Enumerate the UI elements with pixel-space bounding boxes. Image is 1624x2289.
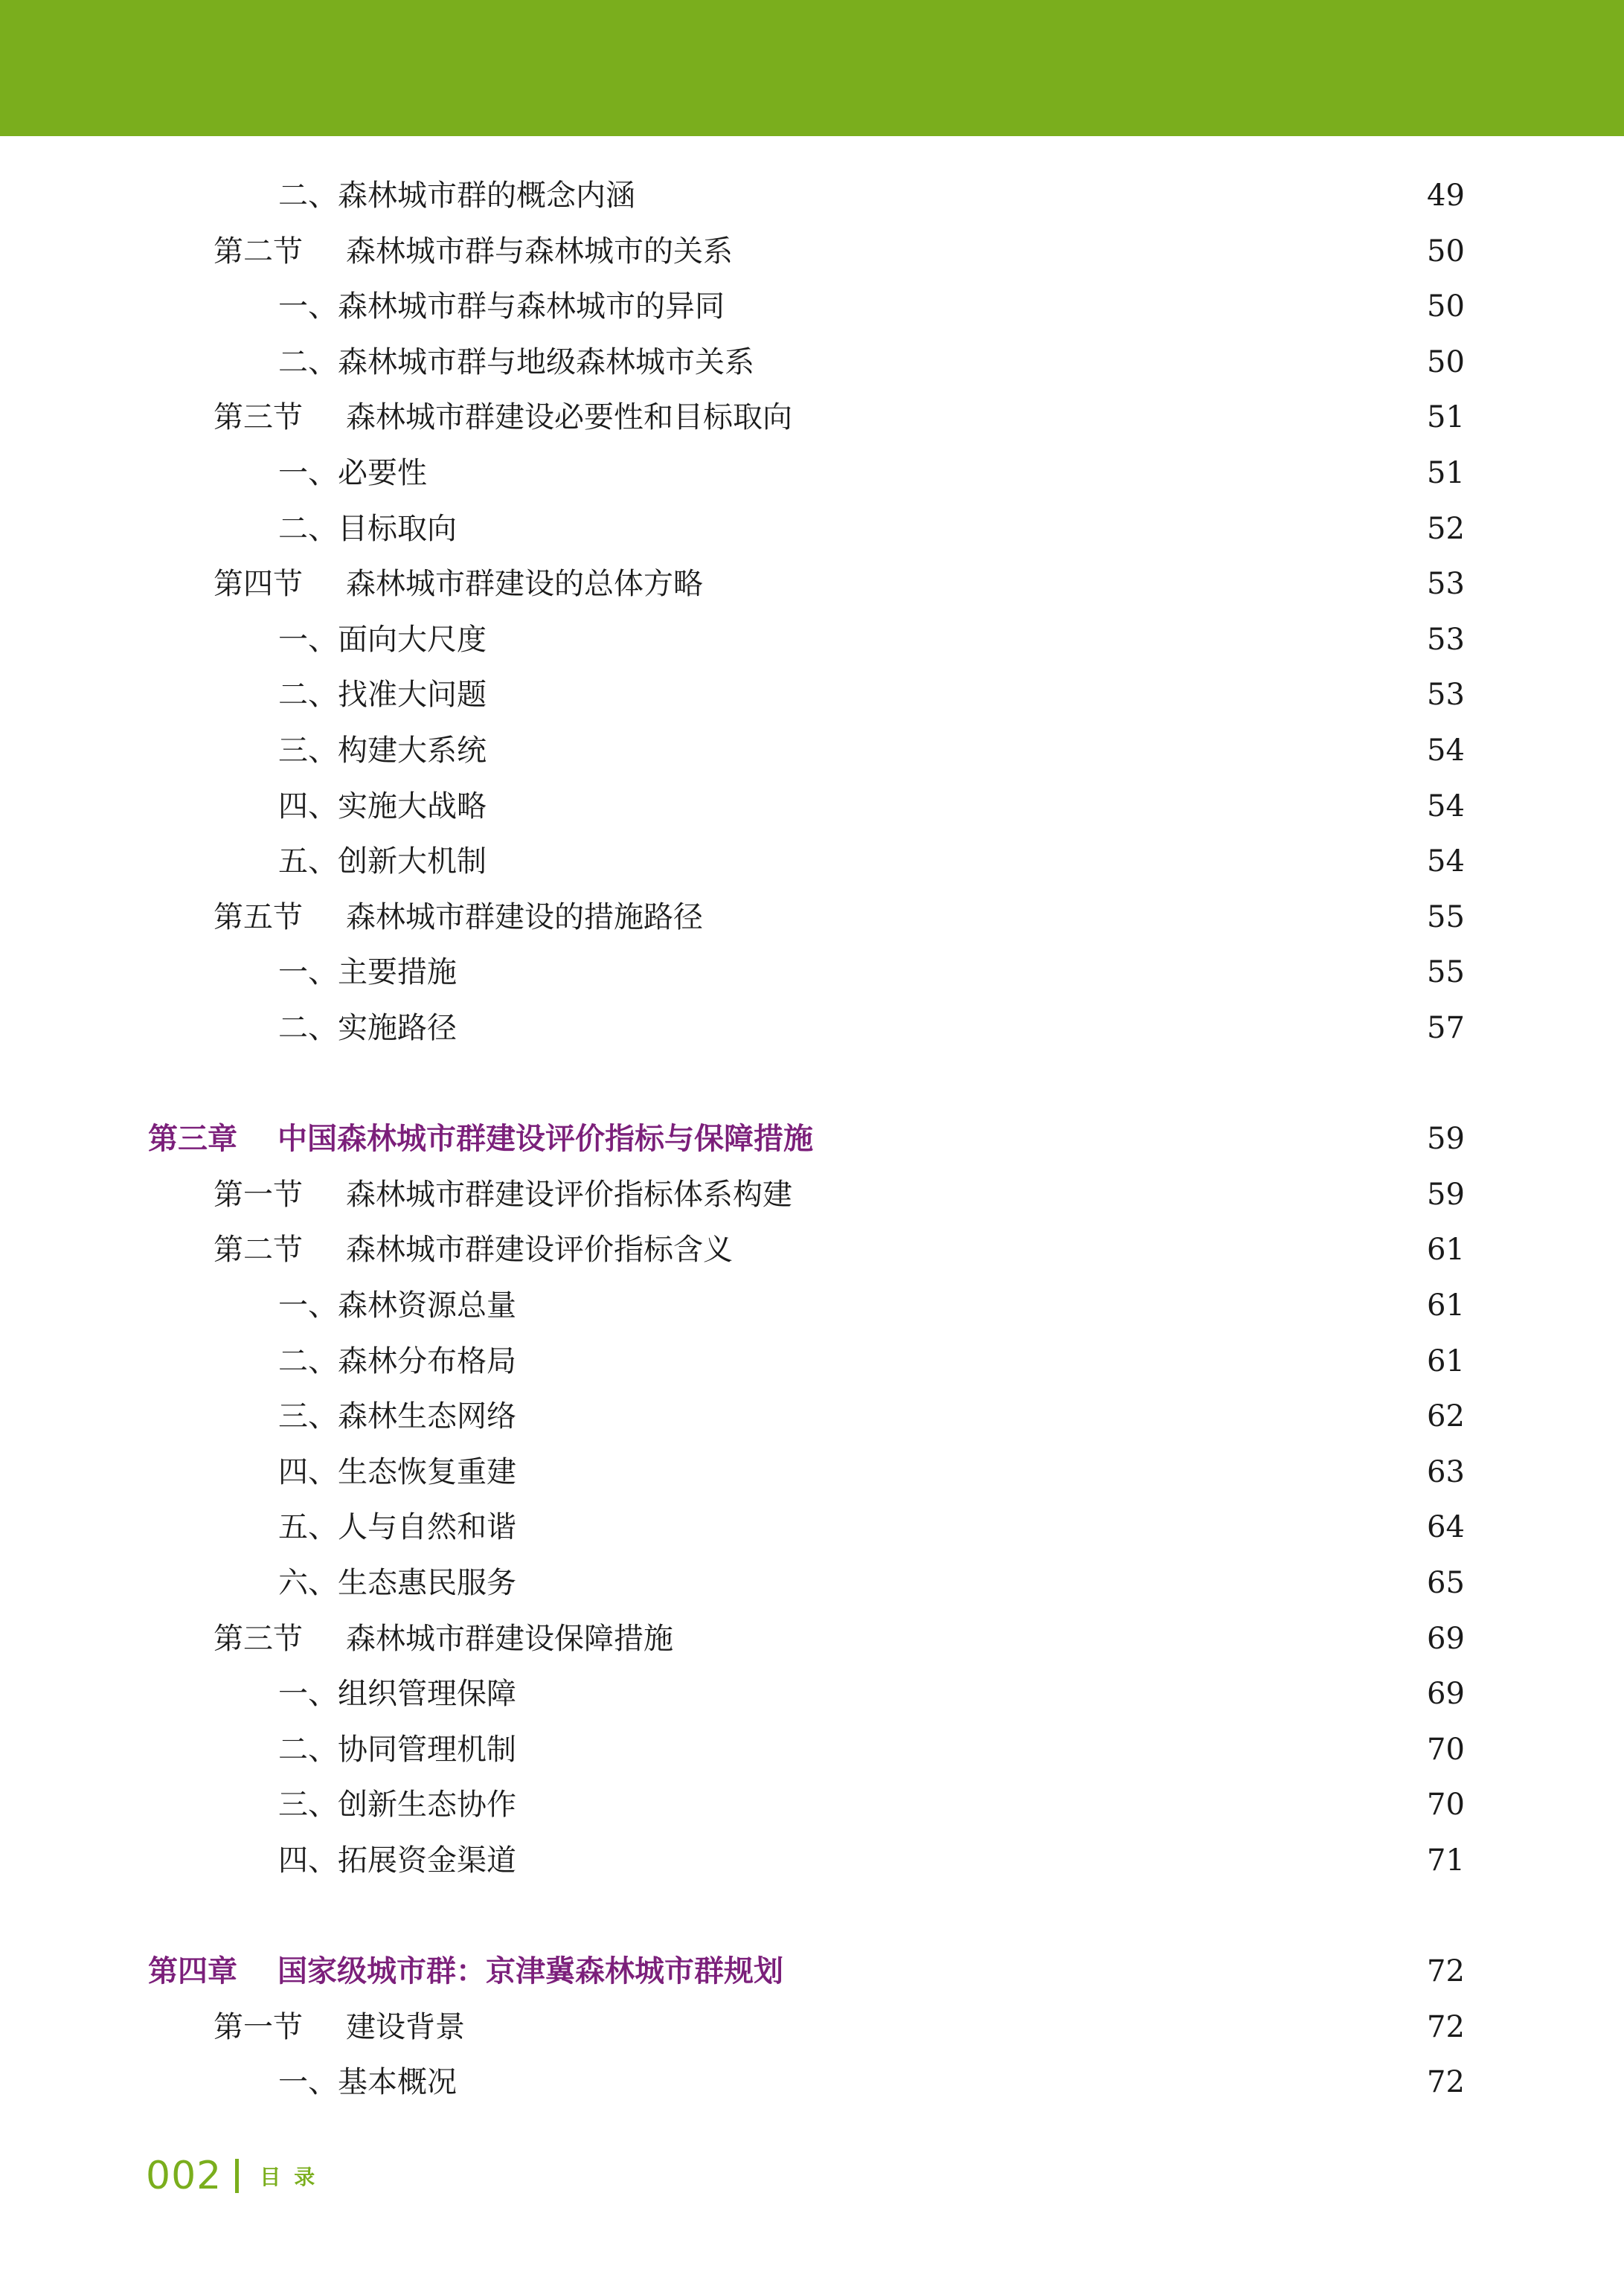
footer-divider <box>235 2159 239 2193</box>
toc-entry[interactable] <box>148 1945 1464 1997</box>
toc-entry[interactable] <box>278 1834 1464 1887</box>
toc-entry-title: 国家级城市群：京津冀森林城市群规划 <box>277 1954 783 1988</box>
toc-entry[interactable] <box>278 835 1464 887</box>
toc-entry[interactable] <box>278 725 1464 777</box>
toc-entry-number: 第三节 <box>214 1622 303 1656</box>
toc-entry-label <box>278 503 457 555</box>
toc-entry-label <box>278 1446 516 1498</box>
toc-entry-label <box>278 725 487 777</box>
toc-entry-title: 一、森林资源总量 <box>278 1288 516 1323</box>
toc-entry-label <box>278 835 487 887</box>
toc-entry-page: 55 <box>1427 955 1465 989</box>
dot-leader <box>463 946 1413 998</box>
toc-entry-title: 二、实施路径 <box>278 1011 457 1045</box>
toc-entry-label <box>278 614 487 666</box>
dot-leader <box>433 447 1413 499</box>
toc-entry-label <box>214 225 733 277</box>
toc-entry-label <box>278 1668 516 1720</box>
toc-entry-title: 中国森林城市群建设评价指标与保障措施 <box>277 1122 813 1156</box>
dot-leader <box>679 1613 1413 1665</box>
toc-entry-page: 65 <box>1427 1566 1465 1600</box>
toc-entry-label <box>278 336 754 388</box>
toc-entry-label <box>278 1501 516 1553</box>
toc-entry-title: 森林城市群建设保障措施 <box>346 1622 673 1656</box>
toc-entry-page: 53 <box>1427 623 1465 657</box>
toc-entry-page: 51 <box>1427 400 1465 434</box>
toc-entry-page: 54 <box>1427 733 1465 768</box>
toc-entry-title: 一、基本概况 <box>278 2065 457 2099</box>
toc-entry-title: 森林城市群建设的总体方略 <box>346 567 703 601</box>
toc-entry-label <box>278 280 725 333</box>
toc-entry-title: 森林城市群与森林城市的关系 <box>346 234 733 269</box>
page-number: 002 <box>146 2154 222 2198</box>
toc-entry[interactable] <box>278 1280 1464 1332</box>
toc-entry[interactable] <box>278 1557 1464 1609</box>
toc-entry-title: 三、创新生态协作 <box>278 1788 516 1822</box>
toc-entry-title: 二、森林城市群的概念内涵 <box>278 179 635 213</box>
toc-entry[interactable] <box>278 1002 1464 1054</box>
toc-entry[interactable] <box>278 503 1464 555</box>
toc-entry-label <box>148 1945 783 1997</box>
toc-entry-label <box>278 1390 516 1442</box>
dot-leader <box>522 1280 1413 1332</box>
toc-entry-title: 建设背景 <box>346 2010 465 2044</box>
toc-entry-page: 54 <box>1427 844 1465 879</box>
dot-leader <box>522 1557 1413 1609</box>
toc-entry-page: 61 <box>1427 1344 1465 1378</box>
toc-entry-title: 三、构建大系统 <box>278 733 487 768</box>
dot-leader <box>522 1724 1413 1776</box>
dot-leader <box>819 1113 1413 1165</box>
toc-entry-page: 59 <box>1427 1178 1465 1212</box>
toc-entry[interactable] <box>278 1724 1464 1776</box>
toc-entry-number: 第二节 <box>214 1233 303 1267</box>
toc-entry-page: 55 <box>1427 900 1465 934</box>
toc-entry-label <box>214 391 792 443</box>
toc-entry-page: 70 <box>1427 1788 1465 1822</box>
toc-entry-label <box>278 780 487 832</box>
toc-entry[interactable] <box>214 1169 1464 1221</box>
toc-entry-label <box>214 2001 465 2053</box>
toc-entry[interactable] <box>278 1501 1464 1553</box>
toc-entry-page: 61 <box>1427 1233 1465 1267</box>
toc-entry[interactable] <box>148 1113 1464 1165</box>
dot-leader <box>522 1668 1413 1720</box>
toc-entry-page: 72 <box>1427 1954 1465 1988</box>
toc-entry-title: 森林城市群建设必要性和目标取向 <box>346 400 792 434</box>
toc-entry[interactable] <box>278 170 1464 222</box>
toc-entry-title: 一、面向大尺度 <box>278 623 487 657</box>
toc-entry-label <box>278 170 635 222</box>
toc-entry[interactable] <box>214 225 1464 277</box>
dot-leader <box>492 725 1413 777</box>
dot-leader <box>798 1169 1413 1221</box>
toc-entry-title: 五、创新大机制 <box>278 844 487 879</box>
toc-entry-page: 49 <box>1427 179 1465 213</box>
dot-leader <box>731 280 1413 333</box>
toc-entry[interactable] <box>278 946 1464 998</box>
toc-entry-page: 70 <box>1427 1733 1465 1767</box>
toc-entry-title: 三、森林生态网络 <box>278 1399 516 1434</box>
dot-leader <box>522 1390 1413 1442</box>
toc-entry-label <box>214 1613 673 1665</box>
toc-entry-label <box>278 447 427 499</box>
toc-entry-title: 四、实施大战略 <box>278 789 487 824</box>
toc-entry-title: 二、协同管理机制 <box>278 1733 516 1767</box>
toc-entry-page: 51 <box>1427 456 1465 490</box>
toc-entry[interactable] <box>214 391 1464 443</box>
toc-entry-label <box>278 1280 516 1332</box>
toc-entry-label <box>278 2056 457 2108</box>
toc-entry-title: 二、森林城市群与地级森林城市关系 <box>278 345 754 379</box>
toc-entry-label <box>278 946 457 998</box>
toc-entry-number: 第三节 <box>214 400 303 434</box>
toc-entry-number: 第五节 <box>214 900 303 934</box>
toc-entry-title: 二、找准大问题 <box>278 678 487 712</box>
page-footer <box>146 2150 328 2202</box>
toc-entry-page: 54 <box>1427 789 1465 824</box>
toc-entry-label <box>278 1557 516 1609</box>
toc-entry-page: 50 <box>1427 289 1465 324</box>
toc-entry[interactable] <box>278 1668 1464 1720</box>
toc-entry-number: 第一节 <box>214 1178 303 1212</box>
toc-entry[interactable] <box>278 669 1464 721</box>
dot-leader <box>709 558 1413 610</box>
toc-entry-number: 第二节 <box>214 234 303 269</box>
toc-entry-label <box>278 669 487 721</box>
toc-entry[interactable] <box>278 1390 1464 1442</box>
toc-entry-number: 第四节 <box>214 567 303 601</box>
toc-entry-label <box>148 1113 813 1165</box>
toc-entry[interactable] <box>278 336 1464 388</box>
toc-entry-page: 63 <box>1427 1455 1465 1489</box>
toc-entry-page: 50 <box>1427 234 1465 269</box>
toc-entry-title: 一、必要性 <box>278 456 427 490</box>
toc-entry-title: 森林城市群建设评价指标含义 <box>346 1233 733 1267</box>
toc-entry-number: 第三章 <box>148 1122 237 1156</box>
toc-entry-title: 二、目标取向 <box>278 512 457 546</box>
toc-entry[interactable] <box>278 614 1464 666</box>
dot-leader <box>463 503 1413 555</box>
toc-entry-page: 71 <box>1427 1843 1465 1878</box>
toc-entry-label <box>214 1169 792 1221</box>
dot-leader <box>789 1945 1413 1997</box>
toc-entry-label <box>214 558 703 610</box>
toc-entry-label <box>278 1779 516 1831</box>
toc-entry-page: 59 <box>1427 1122 1465 1156</box>
toc-entry-page: 53 <box>1427 678 1465 712</box>
toc-entry-title: 五、人与自然和谐 <box>278 1510 516 1544</box>
toc-entry-page: 62 <box>1427 1399 1465 1434</box>
toc-entry-label <box>214 1224 733 1276</box>
toc-entry-page: 53 <box>1427 567 1465 601</box>
toc-entry-page: 64 <box>1427 1510 1465 1544</box>
toc-entry[interactable] <box>278 447 1464 499</box>
toc-entry[interactable] <box>214 1224 1464 1276</box>
dot-leader <box>492 669 1413 721</box>
toc-entry-page: 61 <box>1427 1288 1465 1323</box>
toc-entry[interactable] <box>278 280 1464 333</box>
toc-entry[interactable] <box>214 2001 1464 2053</box>
toc-entry-label <box>278 1002 457 1054</box>
toc-entry-title: 六、生态惠民服务 <box>278 1566 516 1600</box>
dot-leader <box>492 835 1413 887</box>
dot-leader <box>522 1834 1413 1887</box>
toc-entry-title: 二、森林分布格局 <box>278 1344 516 1378</box>
toc-entry[interactable] <box>278 2056 1464 2108</box>
dot-leader <box>471 2001 1413 2053</box>
dot-leader <box>522 1501 1413 1553</box>
toc-entry[interactable] <box>278 1446 1464 1498</box>
dot-leader <box>739 1224 1413 1276</box>
toc-entry[interactable] <box>278 1335 1464 1387</box>
toc-entry-page: 72 <box>1427 2010 1465 2044</box>
dot-leader <box>522 1779 1413 1831</box>
toc-entry-title: 森林城市群建设评价指标体系构建 <box>346 1178 792 1212</box>
toc-entry[interactable] <box>214 891 1464 943</box>
dot-leader <box>463 1002 1413 1054</box>
toc-entry-page: 50 <box>1427 345 1465 379</box>
dot-leader <box>492 614 1413 666</box>
toc-entry-number: 第一节 <box>214 2010 303 2044</box>
dot-leader <box>463 2056 1413 2108</box>
toc-entry-label <box>214 891 703 943</box>
toc-entry[interactable] <box>278 780 1464 832</box>
toc-entry[interactable] <box>214 1613 1464 1665</box>
toc-entry[interactable] <box>278 1779 1464 1831</box>
toc-entry-label <box>278 1335 516 1387</box>
toc-entry-page: 57 <box>1427 1011 1465 1045</box>
toc-entry[interactable] <box>214 558 1464 610</box>
toc-entry-title: 四、生态恢复重建 <box>278 1455 516 1489</box>
dot-leader <box>492 780 1413 832</box>
toc-entry-title: 四、拓展资金渠道 <box>278 1843 516 1878</box>
toc-entry-title: 一、组织管理保障 <box>278 1677 516 1711</box>
toc-entry-number: 第四章 <box>148 1954 237 1988</box>
toc-entry-title: 一、森林城市群与森林城市的异同 <box>278 289 725 324</box>
dot-leader <box>798 391 1413 443</box>
dot-leader <box>522 1335 1413 1387</box>
toc-entry-title: 森林城市群建设的措施路径 <box>346 900 703 934</box>
toc-entry-page: 52 <box>1427 512 1465 546</box>
toc-entry-label <box>278 1724 516 1776</box>
dot-leader <box>709 891 1413 943</box>
footer-section-name: 目录 <box>260 2165 329 2189</box>
toc-entry-page: 72 <box>1427 2065 1465 2099</box>
dot-leader <box>739 225 1413 277</box>
toc-entry-page: 69 <box>1427 1622 1465 1656</box>
toc-entry-title: 一、主要措施 <box>278 955 457 989</box>
dot-leader <box>760 336 1413 388</box>
toc-entry-page: 69 <box>1427 1677 1465 1711</box>
dot-leader <box>522 1446 1413 1498</box>
toc-entry-label <box>278 1834 516 1887</box>
dot-leader <box>641 170 1413 222</box>
